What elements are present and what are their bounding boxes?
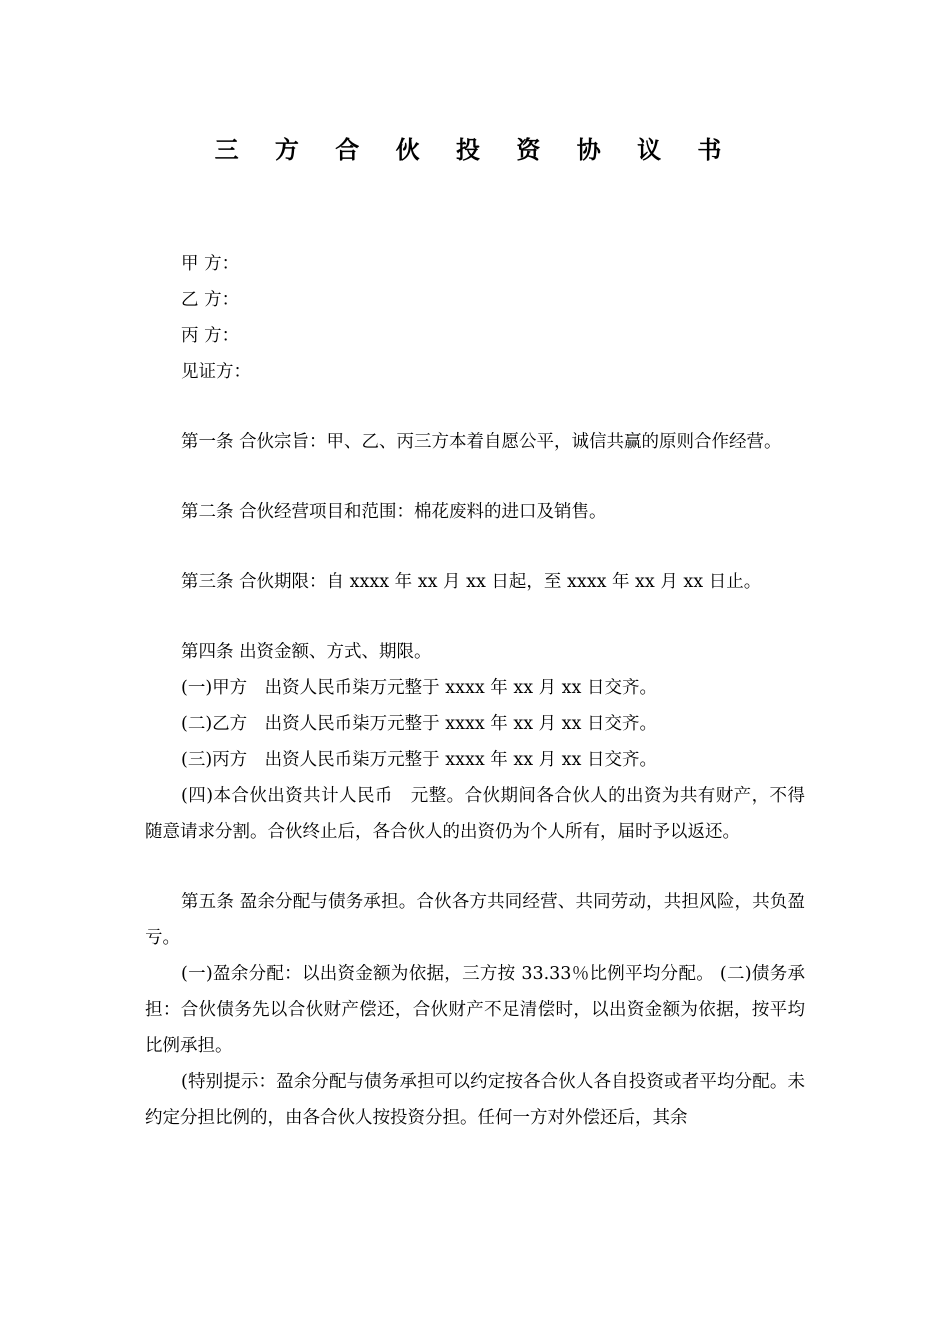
article-4-heading: 第四条 出资金额、方式、期限。 [181, 642, 432, 662]
article-4-item-2: (二)乙方 出资人民币柒万元整于 xxxx 年 xx 月 xx 日交齐。 [181, 714, 657, 734]
spacer [145, 530, 805, 564]
article-5-heading: 第五条 盈余分配与债务承担。合伙各方共同经营、共同劳动，共担风险，共负盈亏。 [145, 892, 805, 948]
article-4-item-1: (一)甲方 出资人民币柒万元整于 xxxx 年 xx 月 xx 日交齐。 [181, 678, 657, 698]
spacer [145, 850, 805, 884]
party-c: 丙 方： [181, 326, 240, 346]
spacer [145, 600, 805, 634]
article-3: 第三条 合伙期限：自 xxxx 年 xx 月 xx 日起，至 xxxx 年 xx 月 xx 日止。 [181, 572, 762, 592]
article-5-item-1: (一)盈余分配：以出资金额为依据，三方按 33.33％比例平均分配。 (二)债务承担：合伙债务先以合伙财产偿还，合伙财产不足清偿时，以出资金额为依据，按平均比例承担。 [145, 964, 805, 1056]
document-body [145, 246, 805, 1136]
party-witness: 见证方： [181, 362, 251, 382]
spacer [145, 390, 805, 424]
article-5-note: (特别提示：盈余分配与债务承担可以约定按各合伙人各自投资或者平均分配。未约定分担比例的，由各合伙人按投资分担。任何一方对外偿还后，其余 [145, 1072, 805, 1128]
party-a: 甲 方： [181, 254, 240, 274]
article-2: 第二条 合伙经营项目和范围：棉花废料的进口及销售。 [181, 502, 607, 522]
article-4-item-3: (三)丙方 出资人民币柒万元整于 xxxx 年 xx 月 xx 日交齐。 [181, 750, 657, 770]
spacer [145, 460, 805, 494]
party-b: 乙 方： [181, 290, 240, 310]
article-4-item-4: (四)本合伙出资共计人民币 元整。合伙期间各合伙人的出资为共有财产，不得随意请求分割。合伙终止后，各合伙人的出资仍为个人所有，届时予以返还。 [145, 786, 805, 842]
document-title: 三 方 合 伙 投 资 协 议 书 [214, 136, 736, 164]
article-1: 第一条 合伙宗旨：甲、乙、丙三方本着自愿公平，诚信共赢的原则合作经营。 [181, 432, 782, 452]
